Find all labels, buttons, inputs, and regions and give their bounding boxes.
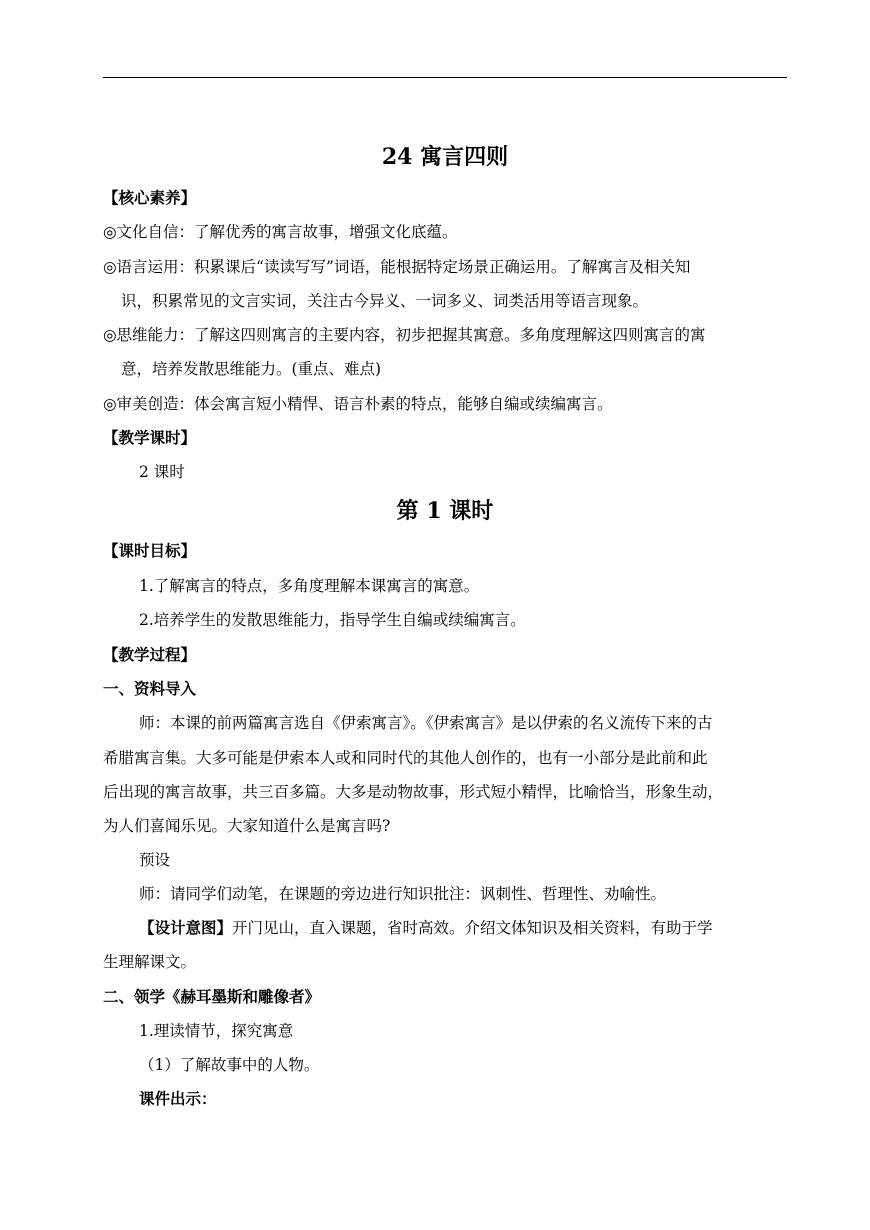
paragraph-line: 为人们喜闻乐见。大家知道什么是寓言吗? (103, 817, 391, 835)
paragraph-line: 后出现的寓言故事，共三百多篇。大多是动物故事，形式短小精悍，比喻恰当，形象生动， (103, 783, 724, 801)
sub-heading: （1）了解故事中的人物。 (139, 1056, 320, 1074)
goal-item: 2.培养学生的发散思维能力，指导学生自编或续编寓言。 (139, 611, 526, 629)
core-item: ◎审美创造：体会寓言短小精悍、语言朴素的特点，能够自编或续编寓言。 (103, 395, 613, 413)
goals-heading: 【课时目标】 (103, 541, 197, 560)
paragraph-line: 师：本课的前两篇寓言选自《伊索寓言》。《伊索寓言》是以伊索的名义流传下来的古 (139, 714, 713, 732)
core-heading: 【核心素养】 (103, 188, 197, 207)
lesson-title: 第 1 课时 (396, 498, 494, 524)
core-item: ◎语言运用：积累课后“读读写写”词语，能根据特定场景正确运用。了解寓言及相关知 (103, 258, 691, 276)
design-text: 开门见山，直入课题，省时高效。介绍文体知识及相关资料，有助于学 (232, 919, 713, 937)
core-item-cont: 识，积累常见的文言实词，关注古今异义、一词多义、词类活用等语言现象。 (121, 292, 649, 310)
core-item: ◎思维能力：了解这四则寓言的主要内容，初步把握其寓意。多角度理解这四则寓言的寓 (103, 326, 706, 344)
section1-heading: 一、资料导入 (103, 679, 197, 698)
design-label: 【设计意图】 (139, 918, 233, 937)
paragraph-line: 希腊寓言集。大多可能是伊索本人或和同时代的其他人创作的，也有一小部分是此前和此 (103, 749, 708, 767)
core-item-cont: 意，培养发散思维能力。(重点、难点) (121, 360, 382, 378)
design-text-cont: 生理解课文。 (103, 953, 197, 971)
design-intent (103, 918, 823, 938)
goal-item: 1.了解寓言的特点，多角度理解本课寓言的寓意。 (139, 577, 480, 595)
preset-label: 预设 (139, 851, 171, 869)
section2-heading: 二、领学《赫耳墨斯和雕像者》 (103, 987, 321, 1006)
hours-heading: 【教学课时】 (103, 428, 197, 447)
process-heading: 【教学过程】 (103, 645, 197, 664)
hours-value: 2 课时 (139, 463, 185, 481)
header-rule (103, 77, 787, 78)
core-item: ◎文化自信：了解优秀的寓言故事，增强文化底蕴。 (103, 223, 458, 241)
page-title: 24 寓言四则 (381, 144, 509, 170)
teacher-line: 师：请同学们动笔，在课题的旁边进行知识批注：讽刺性、哲理性、劝喻性。 (139, 885, 667, 903)
sub-heading: 1.理读情节，探究寓意 (139, 1022, 294, 1040)
courseware-label: 课件出示： (139, 1089, 217, 1108)
